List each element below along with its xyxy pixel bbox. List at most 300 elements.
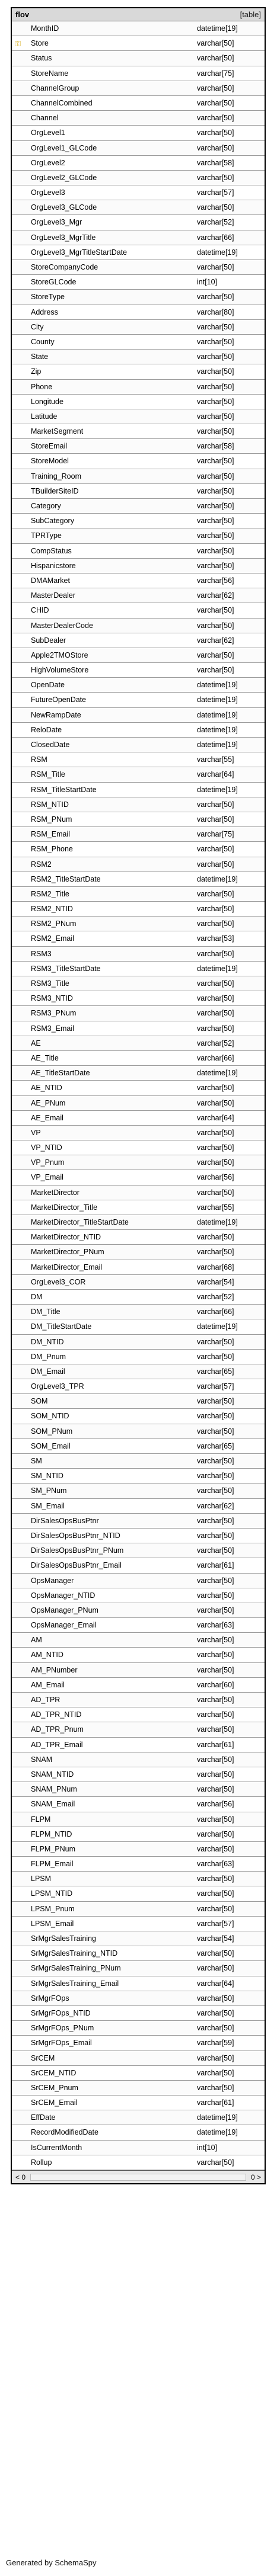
column-name[interactable]: MarketDirector_NTID — [31, 1233, 101, 1242]
column-name[interactable]: SM_PNum — [31, 1486, 67, 1495]
column-row[interactable] — [12, 380, 265, 395]
column-row[interactable] — [12, 171, 265, 185]
column-name[interactable]: SNAM — [31, 1755, 53, 1764]
column-row[interactable] — [12, 588, 265, 603]
column-name[interactable]: AE_TitleStartDate — [31, 1069, 90, 1078]
column-row[interactable] — [12, 2051, 265, 2066]
column-type: datetime[19] — [197, 2113, 238, 2122]
column-name[interactable]: MasterDealer — [31, 591, 76, 600]
column-name[interactable]: SOM_NTID — [31, 1412, 69, 1421]
column-row[interactable] — [12, 962, 265, 976]
column-name[interactable]: SM_Email — [31, 1501, 65, 1510]
column-row[interactable] — [12, 559, 265, 573]
column-name[interactable]: CompStatus — [31, 546, 72, 555]
column-row[interactable] — [12, 738, 265, 752]
column-row[interactable] — [12, 1991, 265, 2006]
column-row[interactable] — [12, 1155, 265, 1170]
column-name[interactable]: DM_Pnum — [31, 1352, 66, 1361]
column-name[interactable]: RSM3_NTID — [31, 994, 73, 1003]
column-row[interactable] — [12, 245, 265, 260]
column-row[interactable] — [12, 81, 265, 96]
column-type: varchar[63] — [197, 1621, 234, 1630]
column-name[interactable]: DM_TitleStartDate — [31, 1322, 92, 1331]
column-name[interactable]: Hispanicstore — [31, 561, 76, 570]
column-name[interactable]: OrgLevel2 — [31, 158, 65, 167]
column-name[interactable]: Zip — [31, 367, 42, 376]
column-row[interactable] — [12, 1350, 265, 1364]
column-row[interactable] — [12, 1917, 265, 1931]
column-row[interactable] — [12, 1797, 265, 1812]
column-name[interactable]: DM_Email — [31, 1367, 65, 1376]
column-name[interactable]: DM_NTID — [31, 1337, 64, 1346]
scroll-right-label[interactable]: 0 > — [250, 2173, 261, 2181]
column-name[interactable]: StoreName — [31, 69, 69, 78]
column-name[interactable]: RSM2_Title — [31, 889, 69, 898]
column-name[interactable]: RSM3 — [31, 949, 52, 958]
column-row[interactable] — [12, 1021, 265, 1036]
column-row[interactable] — [12, 424, 265, 439]
column-name[interactable]: SrMgrSalesTraining_PNum — [31, 1964, 121, 1973]
column-row[interactable] — [12, 1379, 265, 1394]
column-row[interactable] — [12, 1066, 265, 1081]
column-row[interactable] — [12, 1170, 265, 1185]
column-name[interactable]: SrMgrFOps_PNum — [31, 2024, 94, 2033]
column-name[interactable]: SrMgrFOps — [31, 1994, 69, 2003]
column-name[interactable]: StoreType — [31, 293, 65, 302]
column-name[interactable]: DirSalesOpsBusPtnr_NTID — [31, 1531, 120, 1540]
column-row[interactable] — [12, 1230, 265, 1245]
column-name[interactable]: LPSM_Pnum — [31, 1904, 75, 1913]
column-row[interactable] — [12, 156, 265, 171]
column-name[interactable]: RSM — [31, 755, 47, 764]
column-row[interactable] — [12, 1946, 265, 1961]
column-name[interactable]: OpsManager_NTID — [31, 1591, 95, 1600]
column-name[interactable]: SNAM_Email — [31, 1800, 75, 1809]
column-row[interactable] — [12, 1081, 265, 1095]
column-name[interactable]: SOM — [31, 1397, 48, 1406]
column-name[interactable]: ChannelGroup — [31, 84, 79, 92]
column-row[interactable] — [12, 66, 265, 81]
column-row[interactable] — [12, 1260, 265, 1275]
column-row[interactable] — [12, 141, 265, 156]
column-name[interactable]: SrMgrSalesTraining — [31, 1934, 96, 1943]
column-name[interactable]: AE_NTID — [31, 1084, 62, 1092]
column-row[interactable] — [12, 126, 265, 140]
column-row[interactable] — [12, 1902, 265, 1917]
column-name[interactable]: AM_PNumber — [31, 1665, 78, 1674]
column-name[interactable]: SubDealer — [31, 636, 66, 645]
column-row[interactable] — [12, 947, 265, 962]
column-row[interactable] — [12, 409, 265, 424]
column-name[interactable]: City — [31, 322, 44, 331]
column-name[interactable]: AD_TPR_Pnum — [31, 1725, 84, 1734]
column-row[interactable] — [12, 1439, 265, 1454]
column-name[interactable]: DMAMarket — [31, 576, 70, 585]
column-name[interactable]: OpsManager_Email — [31, 1621, 97, 1630]
column-row[interactable] — [12, 723, 265, 738]
column-row[interactable] — [12, 1215, 265, 1230]
column-row[interactable] — [12, 2125, 265, 2140]
column-name[interactable]: SM_NTID — [31, 1472, 63, 1481]
column-name[interactable]: Latitude — [31, 412, 58, 421]
column-row[interactable] — [12, 1335, 265, 1350]
column-name[interactable]: SrMgrFOps_Email — [31, 2039, 92, 2048]
column-row[interactable] — [12, 812, 265, 827]
column-row[interactable] — [12, 2155, 265, 2170]
column-name[interactable]: LPSM_NTID — [31, 1889, 73, 1898]
column-row[interactable] — [12, 693, 265, 707]
column-name[interactable]: OrgLevel1 — [31, 129, 65, 137]
column-name[interactable]: Rollup — [31, 2158, 52, 2167]
column-name[interactable]: RSM_TitleStartDate — [31, 785, 97, 794]
column-row[interactable] — [12, 1886, 265, 1901]
column-name[interactable]: RSM_Title — [31, 770, 65, 779]
column-row[interactable] — [12, 2021, 265, 2036]
column-row[interactable] — [12, 1275, 265, 1290]
column-row[interactable] — [12, 395, 265, 409]
column-name[interactable]: Status — [31, 54, 52, 63]
column-name[interactable]: SrCEM_NTID — [31, 2068, 77, 2077]
column-name[interactable]: LPSM — [31, 1875, 52, 1883]
column-row[interactable] — [12, 827, 265, 842]
column-row[interactable] — [12, 499, 265, 514]
column-name[interactable]: IsCurrentMonth — [31, 2143, 82, 2152]
column-name[interactable]: OpsManager_PNum — [31, 1606, 98, 1614]
column-row[interactable] — [12, 1618, 265, 1633]
column-row[interactable] — [12, 1767, 265, 1782]
column-name[interactable]: DirSalesOpsBusPtnr_Email — [31, 1561, 122, 1570]
column-name[interactable]: MonthID — [31, 24, 59, 33]
column-row[interactable] — [12, 320, 265, 335]
column-name[interactable]: RSM3_TitleStartDate — [31, 964, 101, 973]
column-row[interactable] — [12, 1394, 265, 1409]
column-name[interactable]: AD_TPR_Email — [31, 1740, 83, 1749]
column-row[interactable] — [12, 528, 265, 543]
column-name[interactable]: RSM3_PNum — [31, 1009, 77, 1018]
column-row[interactable] — [12, 1558, 265, 1573]
column-row[interactable] — [12, 544, 265, 559]
column-name[interactable]: DM_Title — [31, 1308, 61, 1316]
column-row[interactable] — [12, 1200, 265, 1215]
column-name[interactable]: LPSM_Email — [31, 1919, 74, 1928]
column-name[interactable]: SNAM_NTID — [31, 1770, 74, 1779]
column-row[interactable] — [12, 603, 265, 618]
column-row[interactable] — [12, 752, 265, 767]
column-row[interactable] — [12, 767, 265, 782]
column-name[interactable]: SrMgrSalesTraining_Email — [31, 1979, 119, 1988]
column-name[interactable]: RSM_Email — [31, 830, 70, 839]
column-name[interactable]: SrCEM_Pnum — [31, 2083, 78, 2092]
column-row[interactable] — [12, 111, 265, 126]
column-row[interactable] — [12, 1454, 265, 1469]
column-row[interactable] — [12, 200, 265, 215]
column-name[interactable]: TPRType — [31, 531, 62, 540]
column-row[interactable] — [12, 708, 265, 723]
column-name[interactable]: TBuilderSiteID — [31, 486, 79, 495]
column-row[interactable] — [12, 1663, 265, 1678]
column-row[interactable] — [12, 1499, 265, 1514]
column-name[interactable]: RSM2_NTID — [31, 905, 73, 914]
column-name[interactable]: MarketDirector_TitleStartDate — [31, 1218, 129, 1226]
column-row[interactable] — [12, 1529, 265, 1543]
column-name[interactable]: MarketSegment — [31, 427, 84, 436]
column-row[interactable] — [12, 857, 265, 872]
column-name[interactable]: County — [31, 337, 55, 346]
column-row[interactable] — [12, 1633, 265, 1648]
column-row[interactable] — [12, 1693, 265, 1707]
column-row[interactable] — [12, 230, 265, 245]
column-row[interactable] — [12, 1827, 265, 1842]
column-name[interactable]: SOM_Email — [31, 1441, 71, 1450]
column-row[interactable] — [12, 1738, 265, 1752]
column-name[interactable]: Store — [31, 39, 49, 48]
column-name[interactable]: DirSalesOpsBusPtnr — [31, 1516, 99, 1525]
column-name[interactable]: MarketDirector_Title — [31, 1203, 98, 1212]
column-row[interactable] — [12, 185, 265, 200]
column-row[interactable] — [12, 663, 265, 678]
column-row[interactable] — [12, 633, 265, 648]
column-name[interactable]: OrgLevel2_GLCode — [31, 173, 97, 182]
column-name[interactable]: VP — [31, 1128, 41, 1137]
column-type: datetime[19] — [197, 2128, 238, 2137]
column-row[interactable] — [12, 2036, 265, 2050]
column-name[interactable]: MarketDirector_PNum — [31, 1248, 104, 1257]
column-row[interactable] — [12, 1574, 265, 1588]
column-row[interactable] — [12, 335, 265, 350]
column-name[interactable]: StoreGLCode — [31, 278, 77, 287]
column-name[interactable]: RSM2_PNum — [31, 919, 77, 928]
column-row[interactable] — [12, 619, 265, 633]
column-name[interactable]: OrgLevel3_Mgr — [31, 218, 82, 227]
column-name[interactable]: StoreModel — [31, 457, 69, 466]
column-row[interactable] — [12, 1976, 265, 1991]
column-row[interactable] — [12, 872, 265, 887]
column-row[interactable] — [12, 1036, 265, 1051]
column-row[interactable] — [12, 1290, 265, 1305]
column-name[interactable]: SrCEM — [31, 2053, 55, 2062]
horizontal-scrollbar[interactable] — [12, 2170, 265, 2183]
column-name[interactable]: OrgLevel3_TPR — [31, 1382, 84, 1391]
column-row[interactable] — [12, 350, 265, 364]
column-row[interactable] — [12, 1111, 265, 1126]
column-name[interactable]: RSM_Phone — [31, 845, 73, 854]
column-name[interactable]: OrgLevel3_GLCode — [31, 203, 97, 212]
column-name[interactable]: RelоDate — [31, 725, 62, 734]
column-row[interactable] — [12, 2110, 265, 2125]
column-row[interactable] — [12, 1752, 265, 1767]
column-name[interactable]: HighVolumeStore — [31, 666, 89, 675]
column-name[interactable]: VP_Email — [31, 1173, 63, 1182]
column-name[interactable]: RSM_NTID — [31, 800, 69, 809]
column-row[interactable] — [12, 260, 265, 275]
column-name[interactable]: OpsManager — [31, 1576, 74, 1585]
column-name[interactable]: State — [31, 353, 49, 361]
column-row[interactable] — [12, 573, 265, 588]
column-row[interactable] — [12, 1514, 265, 1529]
column-row[interactable] — [12, 439, 265, 454]
column-row[interactable] — [12, 1305, 265, 1319]
column-row[interactable] — [12, 1678, 265, 1693]
column-row[interactable] — [12, 1931, 265, 1946]
column-row[interactable] — [12, 1364, 265, 1379]
column-row[interactable] — [12, 1812, 265, 1827]
column-name[interactable]: RSM2_TitleStartDate — [31, 874, 101, 883]
column-row[interactable] — [12, 96, 265, 111]
table-flov — [11, 7, 266, 2184]
column-name[interactable]: MasterDealerCode — [31, 621, 93, 630]
column-name[interactable]: FLPM_NTID — [31, 1830, 72, 1838]
column-row[interactable] — [12, 2066, 265, 2081]
column-row[interactable] — [12, 1409, 265, 1424]
column-row[interactable] — [12, 2141, 265, 2155]
column-row[interactable] — [12, 1126, 265, 1140]
column-row[interactable] — [12, 1096, 265, 1111]
column-row[interactable] — [12, 51, 265, 66]
column-row[interactable] — [12, 917, 265, 931]
column-name[interactable]: SrMgrFOps_NTID — [31, 2008, 91, 2017]
column-name[interactable]: OrgLevel3_MgrTitle — [31, 233, 96, 242]
column-name[interactable]: MarketDirector — [31, 1188, 79, 1197]
column-name[interactable]: Channel — [31, 114, 59, 123]
column-name[interactable]: AM_NTID — [31, 1651, 63, 1659]
column-row[interactable] — [12, 2006, 265, 2021]
column-row[interactable] — [12, 1707, 265, 1722]
column-row[interactable] — [12, 215, 265, 230]
column-name[interactable]: RSM_PNum — [31, 815, 72, 824]
column-name[interactable]: OrgLevel3_MgrTitleStartDate — [31, 248, 128, 257]
column-name[interactable]: SrMgrSalesTraining_NTID — [31, 1949, 118, 1958]
column-row[interactable] — [12, 2081, 265, 2096]
column-row[interactable] — [12, 1140, 265, 1155]
column-row[interactable] — [12, 797, 265, 812]
column-name[interactable]: AE_PNum — [31, 1098, 66, 1107]
column-row[interactable] — [12, 1006, 265, 1021]
scroll-left-label[interactable]: < 0 — [15, 2173, 26, 2181]
column-name[interactable]: OpenDate — [31, 681, 65, 690]
column-name[interactable]: RSM3_Email — [31, 1024, 74, 1033]
scroll-track[interactable] — [30, 2174, 246, 2181]
column-name[interactable]: RSM2_Email — [31, 934, 74, 943]
column-row[interactable] — [12, 991, 265, 1006]
column-name[interactable]: DirSalesOpsBusPtnr_PNum — [31, 1546, 124, 1555]
column-name[interactable]: StoreCompanyCode — [31, 263, 98, 271]
column-row[interactable] — [12, 1245, 265, 1260]
column-name[interactable]: SrCEM_Email — [31, 2098, 78, 2107]
column-name[interactable]: AM — [31, 1636, 42, 1645]
column-row[interactable] — [12, 454, 265, 469]
column-name[interactable]: AM_Email — [31, 1680, 65, 1689]
column-row[interactable] — [12, 2096, 265, 2110]
column-row[interactable] — [12, 887, 265, 902]
column-name[interactable]: SNAM_PNum — [31, 1785, 77, 1794]
column-name[interactable]: Longitude — [31, 397, 63, 406]
column-name[interactable]: EffDate — [31, 2113, 56, 2122]
column-name[interactable]: Apple2TMOStore — [31, 651, 88, 659]
column-row[interactable] — [12, 902, 265, 917]
column-name[interactable]: RSM2 — [31, 860, 52, 869]
column-name[interactable]: FLPM_PNum — [31, 1844, 76, 1853]
column-name[interactable]: NewRampDate — [31, 710, 81, 719]
column-row[interactable] — [12, 842, 265, 857]
column-row[interactable] — [12, 484, 265, 499]
column-row[interactable] — [12, 976, 265, 991]
column-row[interactable] — [12, 1484, 265, 1498]
column-row[interactable] — [12, 305, 265, 320]
column-row[interactable] — [12, 1319, 265, 1334]
column-name[interactable]: Address — [31, 307, 58, 316]
column-name[interactable]: RecordModifiedDate — [31, 2128, 98, 2137]
column-row[interactable] — [12, 1469, 265, 1484]
column-row[interactable] — [12, 21, 265, 36]
column-row[interactable] — [12, 1051, 265, 1066]
column-name[interactable]: RSM3_Title — [31, 979, 69, 988]
column-row[interactable] — [12, 648, 265, 663]
column-row[interactable] — [12, 1648, 265, 1662]
column-row[interactable] — [12, 290, 265, 305]
column-name[interactable]: OrgLevel1_GLCode — [31, 143, 97, 152]
column-row[interactable] — [12, 783, 265, 797]
column-name[interactable]: DM — [31, 1292, 43, 1301]
column-name[interactable]: MarketDirector_Email — [31, 1263, 103, 1271]
column-row[interactable] — [12, 469, 265, 484]
column-name[interactable]: ChannelCombined — [31, 98, 93, 107]
column-name[interactable]: SOM_PNum — [31, 1427, 73, 1436]
column-row[interactable] — [12, 1857, 265, 1872]
column-row[interactable] — [12, 1186, 265, 1200]
column-name[interactable]: AE — [31, 1039, 41, 1047]
column-name[interactable]: FLPM — [31, 1815, 51, 1824]
column-row[interactable] — [12, 1424, 265, 1439]
table-name[interactable]: flov — [15, 10, 30, 19]
column-row[interactable] — [12, 36, 265, 51]
column-name[interactable]: Phone — [31, 382, 53, 391]
column-name[interactable]: VP_NTID — [31, 1143, 62, 1152]
column-name[interactable]: AD_TPR_NTID — [31, 1710, 82, 1719]
column-name[interactable]: SubCategory — [31, 517, 74, 526]
column-name[interactable]: ClosedDate — [31, 741, 70, 749]
column-row[interactable] — [12, 931, 265, 946]
column-name[interactable]: AE_Email — [31, 1113, 63, 1122]
column-name[interactable]: AD_TPR — [31, 1696, 61, 1704]
column-name[interactable]: OrgLevel3_COR — [31, 1277, 86, 1286]
column-row[interactable] — [12, 364, 265, 379]
column-row[interactable] — [12, 1842, 265, 1857]
column-name[interactable]: VP_Pnum — [31, 1158, 65, 1167]
column-row[interactable] — [12, 1961, 265, 1976]
column-row[interactable] — [12, 1543, 265, 1558]
column-row[interactable] — [12, 1722, 265, 1737]
column-name[interactable]: StoreEmail — [31, 442, 68, 451]
column-type: varchar[50] — [197, 815, 234, 824]
column-name[interactable]: CHID — [31, 606, 49, 615]
column-row[interactable] — [12, 1588, 265, 1603]
column-name[interactable]: AE_Title — [31, 1053, 59, 1062]
column-name[interactable]: Category — [31, 502, 61, 510]
column-row[interactable] — [12, 275, 265, 290]
column-row[interactable] — [12, 514, 265, 528]
column-name[interactable]: Training_Room — [31, 472, 81, 480]
column-name[interactable]: FLPM_Email — [31, 1860, 74, 1869]
column-row[interactable] — [12, 678, 265, 693]
column-name[interactable]: SM — [31, 1457, 42, 1465]
column-name[interactable]: OrgLevel3 — [31, 188, 65, 197]
column-row[interactable] — [12, 1603, 265, 1618]
column-name[interactable]: FutureOpenDate — [31, 696, 87, 704]
column-type: varchar[50] — [197, 1352, 234, 1361]
column-row[interactable] — [12, 1872, 265, 1886]
column-row[interactable] — [12, 1782, 265, 1797]
table-header[interactable] — [12, 8, 265, 21]
